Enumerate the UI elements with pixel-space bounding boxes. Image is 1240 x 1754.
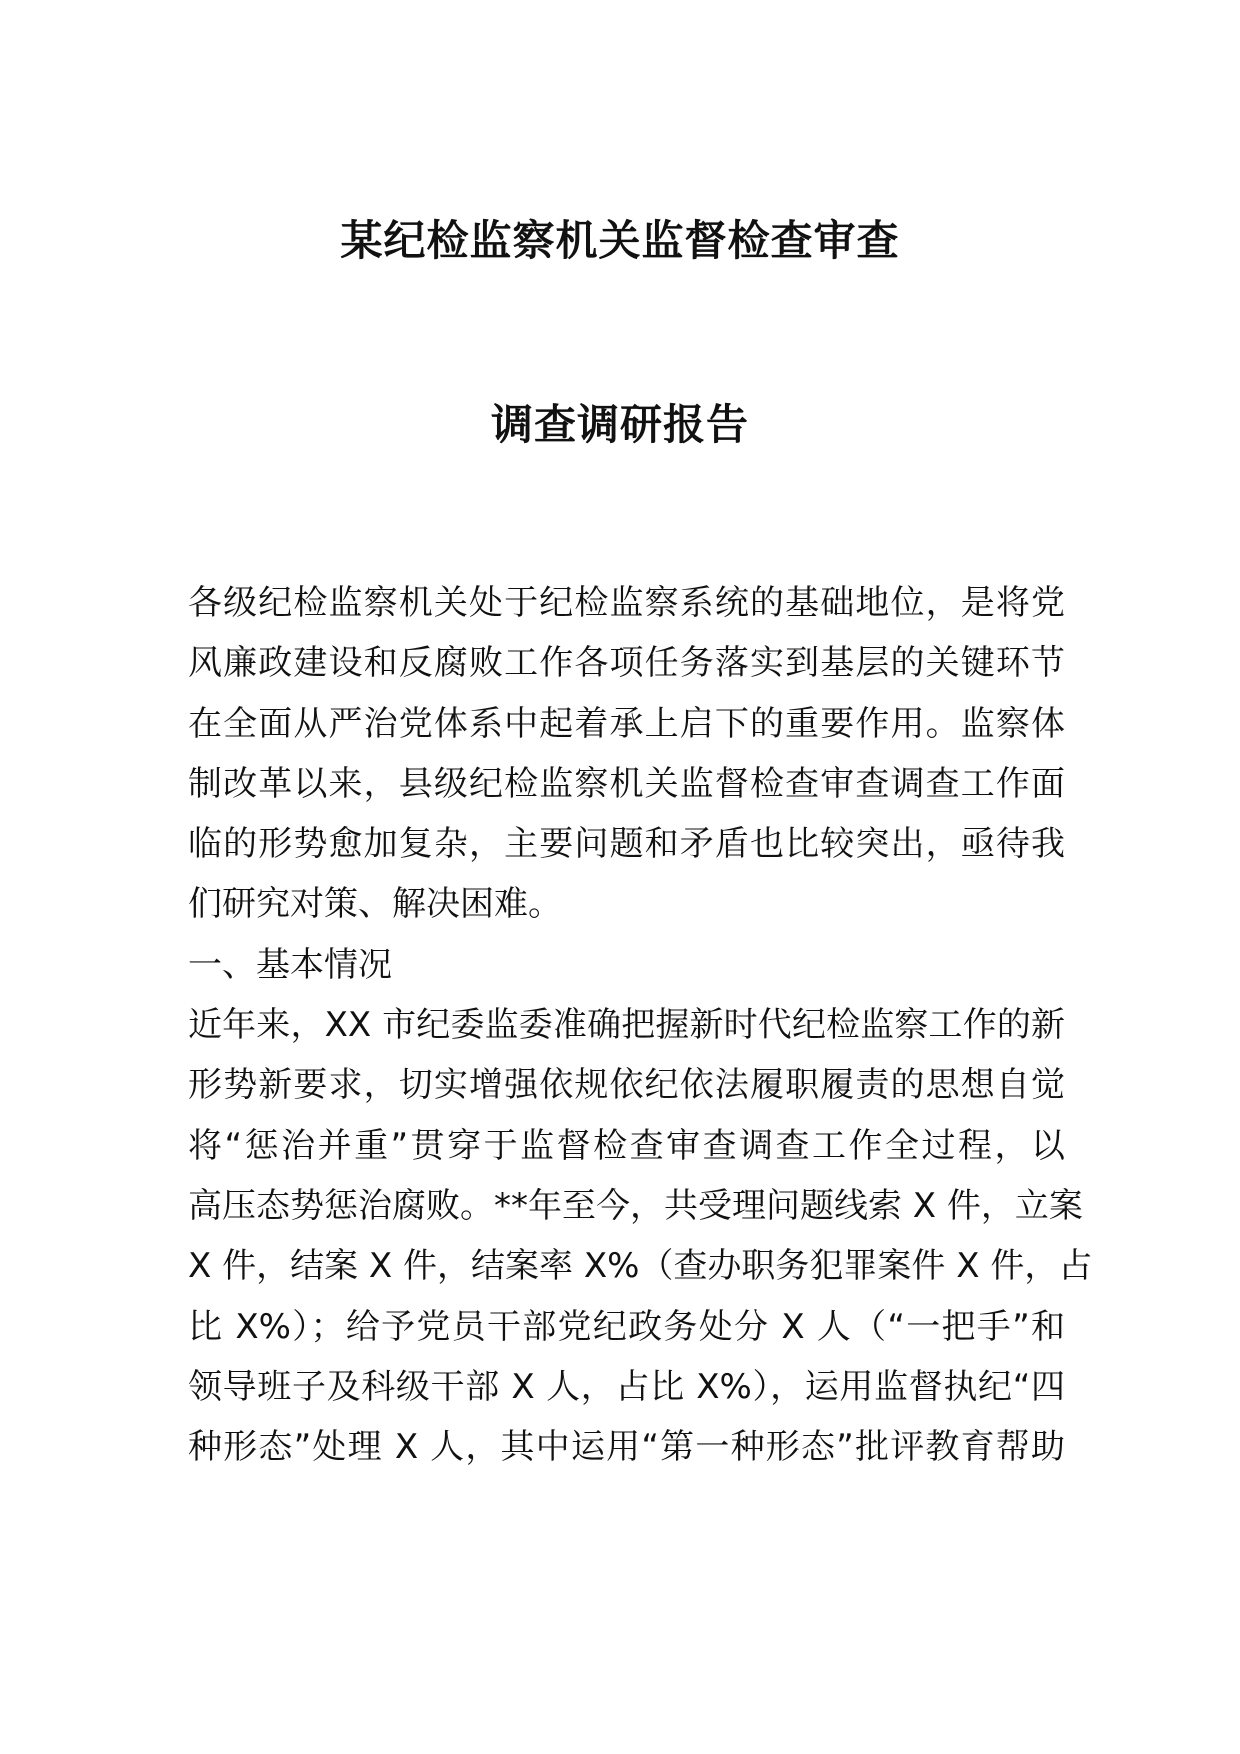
text-line: 在全面从严治党体系中起着承上启下的重要作用。监察体 — [188, 703, 1065, 744]
text-line: 风廉政建设和反腐败工作各项任务落实到基层的关键环节 — [188, 643, 1065, 684]
text-line: 们研究对策、解决困难。 — [188, 884, 562, 925]
paragraph-intro — [188, 577, 1065, 939]
text-line: 近年来，XX 市纪委监委准确把握新时代纪检监察工作的新 — [188, 1005, 1065, 1046]
text-line: 种形态”处理 X 人，其中运用“第一种形态”批评教育帮助 — [188, 1427, 1065, 1468]
text-line: 各级纪检监察机关处于纪检监察系统的基础地位，是将党 — [188, 583, 1065, 623]
text-line: 临的形势愈加复杂，主要问题和矛盾也比较突出，亟待我 — [188, 824, 1065, 865]
text-line: 将“惩治并重”贯穿于监督检查审查调查工作全过程，以 — [188, 1125, 1065, 1166]
document-title-line-1: 某纪检监察机关监督检查审查 — [340, 216, 900, 265]
text-line: 形势新要求，切实增强依规依纪依法履职履责的思想自觉 — [188, 1065, 1065, 1106]
section-heading-text: 一、基本情况 — [188, 944, 392, 985]
text-line: 领导班子及科级干部 X 人，占比 X%），运用监督执纪“四 — [188, 1366, 1065, 1407]
text-line: X 件，结案 X 件，结案率 X%（查办职务犯罪案件 X 件，占 — [188, 1246, 1093, 1287]
document-body — [188, 577, 1093, 1481]
text-line: 制改革以来，县级纪检监察机关监督检查审查调查工作面 — [188, 763, 1065, 804]
section-heading — [188, 939, 1065, 999]
text-line: 比 X%）；给予党员干部党纪政务处分 X 人（“一把手”和 — [188, 1306, 1065, 1347]
document-title-line-2: 调查调研报告 — [490, 400, 749, 449]
paragraph-basic-situation — [188, 999, 1093, 1481]
text-line: 高压态势惩治腐败。**年至今，共受理问题线索 X 件，立案 — [188, 1185, 1083, 1226]
